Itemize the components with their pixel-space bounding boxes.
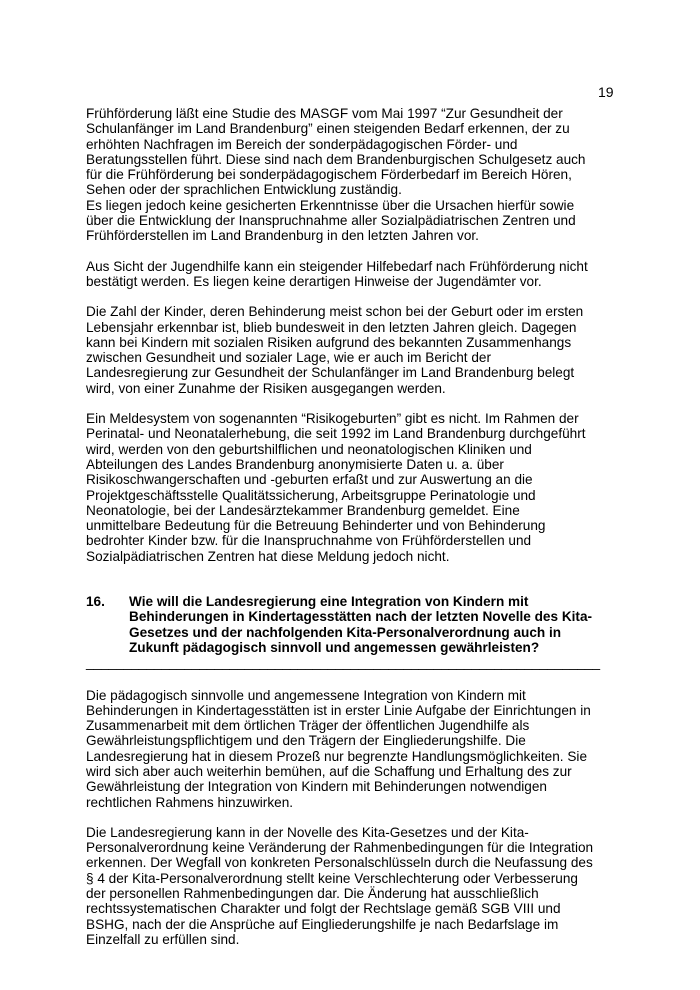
text-line: rechtssystematischen Charakter und folgt der Rechtslage gemäß SGB VIII und xyxy=(86,901,561,917)
text-line: wird, von einer Zunahme der Risiken ausgegangen werden. xyxy=(86,380,446,396)
paragraph-jugendhilfe xyxy=(86,259,616,290)
text-line: Zusammenarbeit mit dem örtlichen Träger der öffentlichen Jugendhilfe als xyxy=(86,718,530,734)
text-line: Aus Sicht der Jugendhilfe kann ein steigender Hilfebedarf nach Frühförderung nicht xyxy=(86,258,588,274)
question-line: Gesetzes und der nachfolgenden Kita-Personalverordnung auch in xyxy=(129,624,562,640)
text-line: Einzelfall zu erfüllen sind. xyxy=(86,931,240,947)
page-number: 19 xyxy=(598,84,614,100)
text-line: Sozialpädiatrischen Zentren hat diese Meldung jedoch nicht. xyxy=(86,548,450,564)
text-line: Landesregierung zur Gesundheit der Schulanfänger im Land Brandenburg belegt xyxy=(86,365,575,381)
text-line: für die Frühförderung bei sonderpädagogischem Förderbedarf im Bereich Hören, xyxy=(86,167,572,183)
paragraph-meldesystem xyxy=(86,411,616,564)
text-line: kann bei Kindern mit sozialen Risiken aufgrund des bekannten Zusammenhangs xyxy=(86,334,572,350)
text-line: Personalverordnung keine Veränderung der Rahmenbedingungen für die Integration xyxy=(86,840,594,856)
answer-paragraph-novelle xyxy=(86,825,616,947)
text-line: Ein Meldesystem von sogenannten “Risikogeburten” gibt es nicht. Im Rahmen der xyxy=(86,411,579,427)
text-line: zwischen Gesundheit und sozialer Lage, wie er auch im Bericht der xyxy=(86,350,492,366)
text-line: BSHG, nach der die Ansprüche auf Eingliederungshilfe je nach Bedarfslage im xyxy=(86,916,559,932)
text-line: Projektgeschäftsstelle Qualitätssicherung, Arbeitsgruppe Perinatologie und xyxy=(86,487,536,503)
question-line: Behinderungen in Kindertagesstätten nach der letzten Novelle des Kita- xyxy=(129,609,593,625)
text-line: Sehen oder der sprachlichen Entwicklung zuständig. xyxy=(86,182,402,198)
text-line: wird, werden von den geburtshilflichen und neonatologischen Kliniken und xyxy=(86,441,532,457)
question-text xyxy=(129,594,616,655)
text-line: erhöhten Nachfragen im Bereich der sonderpädagogischen Förder- und xyxy=(86,136,518,152)
text-line: Gewährleistung der Integration von Kindern mit Behinderungen notwendigen xyxy=(86,779,547,795)
document-body xyxy=(86,106,616,962)
text-line: rechtlichen Rahmens hinzuwirken. xyxy=(86,794,294,810)
text-line: Frühförderstellen im Land Brandenburg in den letzten Jahren vor. xyxy=(86,228,479,244)
text-line: wird sich aber auch weiterhin bemühen, auf die Schaffung und Erhaltung des zur xyxy=(86,763,572,779)
question-line: Wie will die Landesregierung eine Integration von Kindern mit xyxy=(129,594,529,610)
text-line: Behinderungen in Kindertagesstätten ist in erster Linie Aufgabe der Einrichtungen in xyxy=(86,702,591,718)
text-line: Landesregierung hat in diesem Prozeß nur begrenzte Handlungsmöglichkeiten. Sie xyxy=(86,748,588,764)
text-line: Schulanfänger im Land Brandenburg” einen steigenden Bedarf erkennen, der zu xyxy=(86,121,570,137)
text-line: der personellen Rahmenbedingungen dar. Die Änderung hat ausschließlich xyxy=(86,886,539,902)
question-number: 16. xyxy=(86,594,105,610)
text-line: § 4 der Kita-Personalverordnung stellt keine Verschlechterung oder Verbesserung xyxy=(86,870,578,886)
text-line: Frühförderung läßt eine Studie des MASGF vom Mai 1997 “Zur Gesundheit der xyxy=(86,106,563,121)
text-line: Perinatal- und Neonatalerhebung, die seit 1992 im Land Brandenburg durchgeführt xyxy=(86,426,586,442)
text-line: über die Entwicklung der Inanspruchnahme aller Sozialpädiatrischen Zentren und xyxy=(86,213,576,229)
paragraph-zahl-der-kinder xyxy=(86,304,616,396)
question-line: Zukunft pädagogisch sinnvoll und angemessen gewährleisten? xyxy=(129,639,540,655)
text-line: unmittelbare Bedeutung für die Betreuung Behinderter und von Behinderung xyxy=(86,518,546,534)
answer-paragraph-integration xyxy=(86,688,616,810)
text-line: bedrohter Kinder bzw. für die Inanspruchnahme von Frühförderstellen und xyxy=(86,533,532,549)
text-line: erkennen. Der Wegfall von konkreten Personalschlüsseln durch die Neufassung des xyxy=(86,855,593,871)
text-line: Es liegen jedoch keine gesicherten Erkenntnisse über die Ursachen hierfür sowie xyxy=(86,197,575,213)
text-line: Die Landesregierung kann in der Novelle des Kita-Gesetzes und der Kita- xyxy=(86,824,529,840)
paragraph-fruehfoerderung xyxy=(86,106,616,244)
text-line: Die pädagogisch sinnvolle und angemessene Integration von Kindern mit xyxy=(86,687,526,703)
text-line: Beratungsstellen führt. Diese sind nach dem Brandenburgischen Schulgesetz auch xyxy=(86,151,586,167)
text-line: Abteilungen des Landes Brandenburg anonymisierte Daten u. a. über xyxy=(86,456,504,472)
text-line: Gewährleistungspflichtigem und den Trägern der Eingliederungshilfe. Die xyxy=(86,733,526,749)
text-line: Die Zahl der Kinder, deren Behinderung meist schon bei der Geburt oder im ersten xyxy=(86,304,584,320)
separator-rule: ____________________________________________________________________ xyxy=(86,655,601,671)
question-16 xyxy=(86,594,616,655)
text-line: Lebensjahr erkennbar ist, blieb bundesweit in den letzten Jahren gleich. Dagegen xyxy=(86,319,577,335)
text-line: Risikoschwangerschaften und -geburten erfaßt und zur Auswertung an die xyxy=(86,472,533,488)
text-line: Neonatologie, bei der Landesärztekammer Brandenburg gemeldet. Eine xyxy=(86,502,520,518)
text-line: bestätigt werden. Es liegen keine derartigen Hinweise der Jugendämter vor. xyxy=(86,273,542,289)
